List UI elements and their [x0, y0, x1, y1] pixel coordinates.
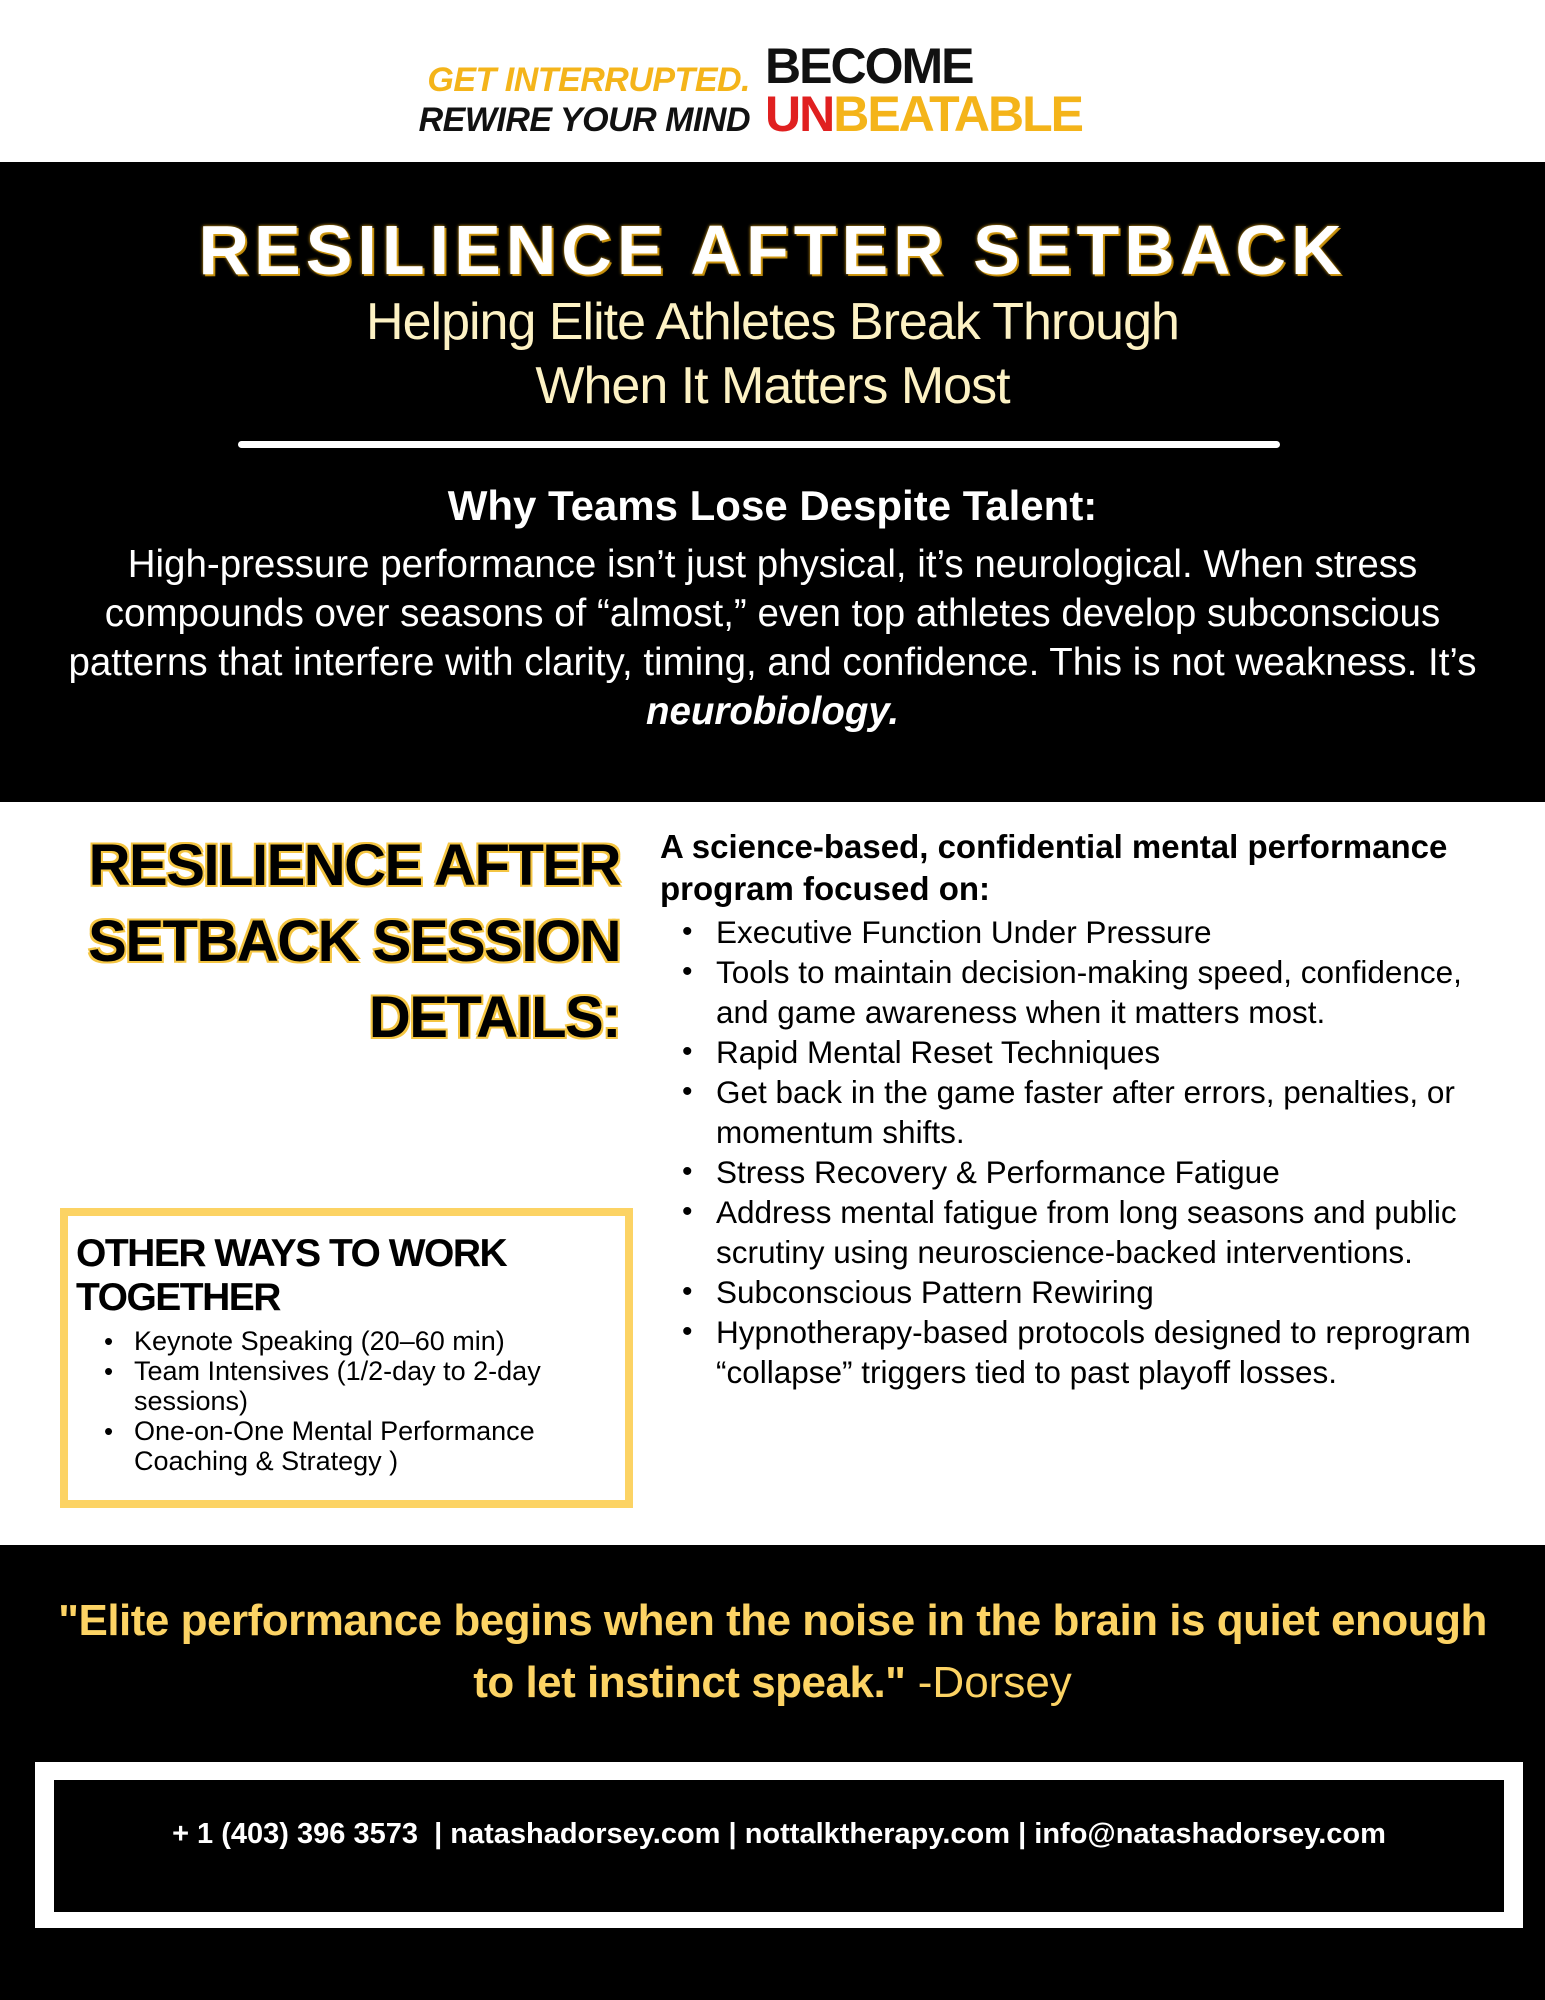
quote-text: "Elite performance begins when the noise in the brain is quiet enough to let instinct speak." — [58, 1596, 1487, 1707]
contact-line: + 1 (403) 396 3573 | natashadorsey.com | nottalktherapy.com | info@natashadorsey.com — [172, 1818, 1386, 1850]
brand-logo — [0, 40, 1545, 150]
list-item: • Hypnotherapy-based protocols designed to reprogram “collapse” triggers tied to past playoff losses. — [716, 1312, 1520, 1392]
program-list — [660, 912, 1520, 1392]
page-subtitle — [0, 290, 1545, 418]
quote — [40, 1590, 1505, 1714]
list-item: • Address mental fatigue from long seasons and public scrutiny using neuroscience-backed interventions. — [716, 1192, 1520, 1272]
list-item: • Rapid Mental Reset Techniques — [716, 1032, 1520, 1072]
list-item: • Subconscious Pattern Rewiring — [716, 1272, 1520, 1312]
logo-tagline — [419, 60, 750, 140]
header-divider — [238, 441, 1280, 448]
list-item: • Keynote Speaking (20–60 min) — [134, 1326, 621, 1356]
other-ways-list — [76, 1326, 621, 1476]
program-intro: A science-based, confidential mental performance program focused on: — [660, 828, 1448, 907]
subtitle-line-1: Helping Elite Athletes Break Through — [366, 293, 1179, 351]
page-title: RESILIENCE AFTER SETBACK — [198, 211, 1347, 289]
why-body-text: High-pressure performance isn’t just physical, it’s neurological. When stress compounds over seasons of “almost,” even top athletes develop subconscious patterns that interfere with clarity, timing, and confidence. This is not weakness. It’s — [68, 543, 1477, 684]
session-title-line-2: SETBACK SESSION — [88, 909, 620, 974]
why-body-emphasis: neurobiology. — [645, 690, 900, 733]
quote-author: -Dorsey — [905, 1658, 1072, 1707]
list-item: • Get back in the game faster after errors, penalties, or momentum shifts. — [716, 1072, 1520, 1152]
logo-beatable: BEATABLE — [833, 86, 1083, 142]
list-item: • Tools to maintain decision-making speed, confidence, and game awareness when it matters most. — [716, 952, 1520, 1032]
logo-unbeatable — [765, 86, 1083, 142]
logo-tagline-line2: REWIRE YOUR MIND — [418, 101, 750, 139]
why-heading: Why Teams Lose Despite Talent: — [447, 482, 1098, 529]
other-ways-title: OTHER WAYS TO WORK TOGETHER — [76, 1232, 507, 1319]
session-title-line-3: DETAILS: — [368, 985, 620, 1050]
list-item: • Executive Function Under Pressure — [716, 912, 1520, 952]
list-item: • One-on-One Mental Performance Coaching & Strategy ) — [134, 1416, 621, 1476]
subtitle-line-2: When It Matters Most — [535, 357, 1010, 415]
logo-tagline-line1: GET INTERRUPTED. — [427, 61, 750, 99]
session-title-line-1: RESILIENCE AFTER — [88, 833, 620, 898]
list-item: • Team Intensives (1/2-day to 2-day sessions) — [134, 1356, 621, 1416]
logo-un: UN — [765, 86, 834, 142]
why-body — [40, 540, 1505, 736]
logo-become: BECOME — [765, 38, 973, 94]
logo-wordmark — [765, 38, 1083, 142]
session-details-title — [60, 828, 620, 1056]
list-item: • Stress Recovery & Performance Fatigue — [716, 1152, 1520, 1192]
other-ways-box — [60, 1208, 633, 1508]
